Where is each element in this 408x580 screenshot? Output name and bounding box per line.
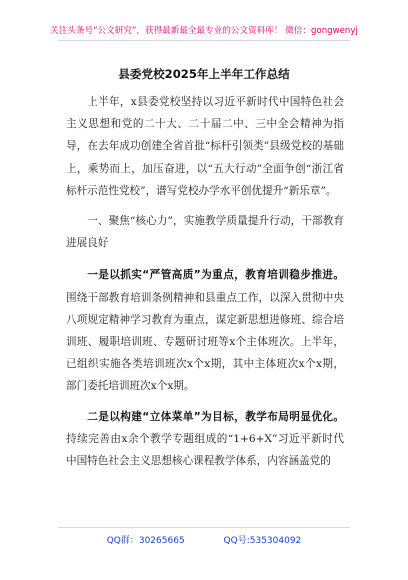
intro-paragraph <box>66 91 344 202</box>
intro-text: 上半年，x县委党校坚持以习近平新时代中国特色社会主义思想和党的二十大、二十届二中、三中全会精神为指导，在去年成功创建全省首批“标杆引领类”县级党校的基础上，乘势而上，加压奋进，以“五大行动”全面争创“浙江省标杆示范性党校”，谱写党校办学水平创优提升“新乐章”。 <box>66 96 344 197</box>
point-lead-2: 二是以构建“立体菜单”为目标，教学布局明显优化。 <box>87 410 344 423</box>
point-paragraph-2 <box>66 406 344 473</box>
footer-qq-group: QQ群：30265665 <box>106 536 185 546</box>
header-divider <box>58 40 350 41</box>
point-text-2: 持续完善由x余个教学专题组成的“1+6+X”习近平新时代中国特色社会主义思想核心课程教学体系，内容涵盖党的 <box>66 432 344 468</box>
section-heading-1 <box>66 210 344 254</box>
document-body <box>66 91 344 480</box>
header-promo-text: 关注头条号“公文研究”，获得最新最全最专业的公文资料库！ 微信：gongwenyj <box>50 26 358 36</box>
point-lead-1: 一是以抓实“严管高质”为重点，教育培训稳步推进。 <box>87 269 344 282</box>
point-text-1: 围绕干部教育培训条例精神和县重点工作，以深入贯彻中央八项规定精神学习教育为重点，谋定新思想进修班、综合培训班、履职培训班、专题研讨班等x个主体班次。上半年，已组织实施各类培训班次x个x期，其中主体班次x个x期，部门委托培训班次x个x期。 <box>66 291 344 393</box>
footer-divider <box>58 527 350 528</box>
document-title: 县委党校2025年上半年工作总结 <box>118 67 290 81</box>
footer-contact <box>0 533 408 546</box>
section-heading-text: 一、聚焦“核心力”，实施教学质量提升行动，干部教育进展良好 <box>66 215 344 250</box>
point-paragraph-1 <box>66 264 344 397</box>
footer-qq-number: QQ号:535304092 <box>223 536 302 546</box>
